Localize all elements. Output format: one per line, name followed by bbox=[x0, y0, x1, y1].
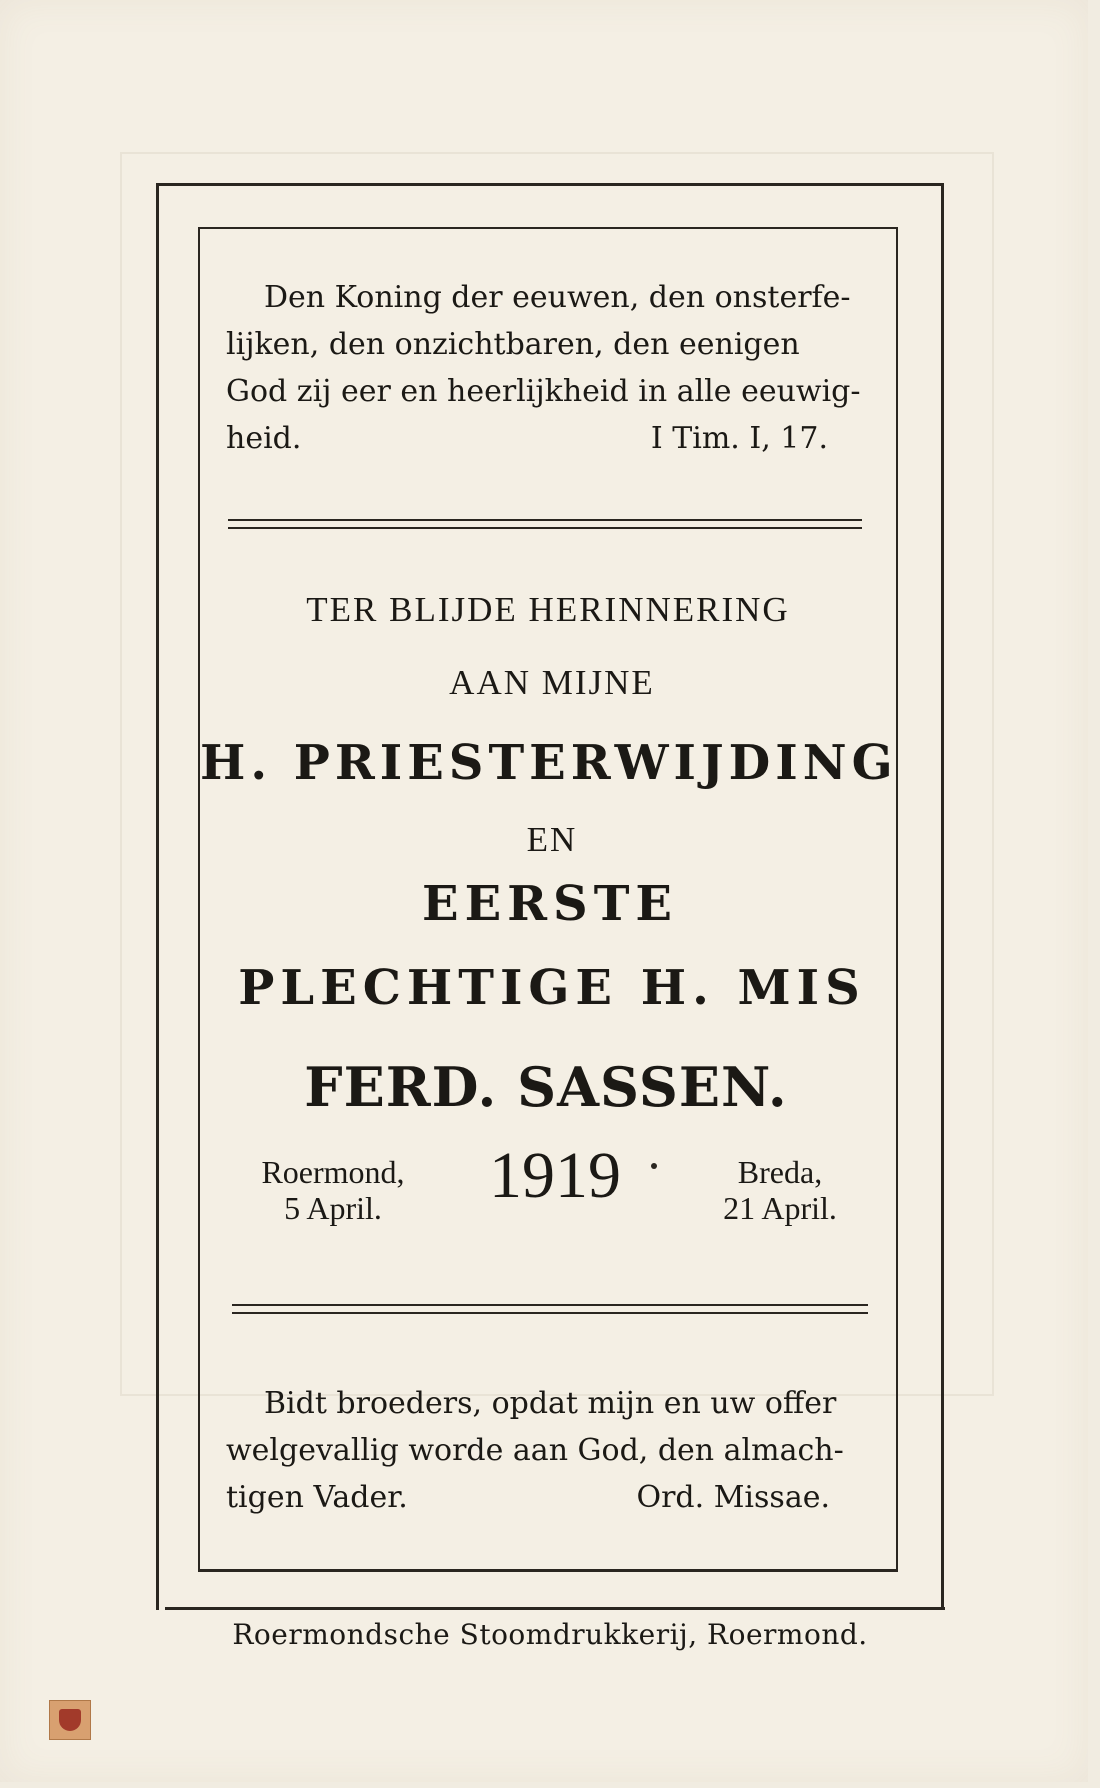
collection-logo-icon bbox=[49, 1700, 91, 1740]
heading-ordination: H. PRIESTERWIJDING bbox=[200, 735, 898, 791]
verse-line: welgevallig worde aan God, den almach- bbox=[226, 1433, 844, 1468]
verse-line: heid. bbox=[226, 421, 302, 456]
first-mass-place: Breda, bbox=[737, 1154, 823, 1190]
double-rule-bottom bbox=[232, 1304, 868, 1314]
printer-imprint: Roermondsche Stoomdrukkerij, Roermond. bbox=[232, 1618, 868, 1651]
double-rule-top bbox=[228, 519, 862, 529]
heading-and: EN bbox=[526, 820, 578, 859]
priest-name: FERD. SASSEN. bbox=[304, 1055, 788, 1119]
heading-solemn-mass: PLECHTIGE H. MIS bbox=[238, 960, 866, 1016]
first-mass-place-date bbox=[680, 1154, 880, 1226]
ordination-place: Roermond, bbox=[261, 1154, 405, 1190]
verse-line: Bidt broeders, opdat mijn en uw offer bbox=[264, 1386, 837, 1421]
verse-last-line bbox=[226, 415, 864, 462]
verse-line: tigen Vader. bbox=[226, 1480, 408, 1515]
ornament-dot bbox=[651, 1163, 657, 1169]
opening-verse bbox=[226, 274, 864, 462]
verse-citation: Ord. Missae. bbox=[636, 1480, 830, 1515]
verse-citation: I Tim. I, 17. bbox=[650, 421, 828, 456]
year: 1919 bbox=[489, 1139, 621, 1212]
verse-line: Den Koning der eeuwen, den onsterfe- bbox=[264, 280, 851, 315]
ordination-date: 5 April. bbox=[284, 1190, 382, 1226]
heading-line-2: AAN MIJNE bbox=[449, 663, 655, 702]
first-mass-date: 21 April. bbox=[723, 1190, 837, 1226]
verse-last-line bbox=[226, 1474, 864, 1521]
verse-line: lijken, den onzichtbaren, den eenigen bbox=[226, 327, 800, 362]
verse-line: God zij eer en heerlijkheid in alle eeuwig- bbox=[226, 374, 861, 409]
outer-bottom-rule bbox=[165, 1607, 945, 1610]
closing-verse bbox=[226, 1380, 864, 1521]
heading-line-1: TER BLIJDE HERINNERING bbox=[306, 590, 790, 629]
ordination-place-date bbox=[238, 1154, 428, 1226]
heading-first: EERSTE bbox=[421, 876, 679, 932]
